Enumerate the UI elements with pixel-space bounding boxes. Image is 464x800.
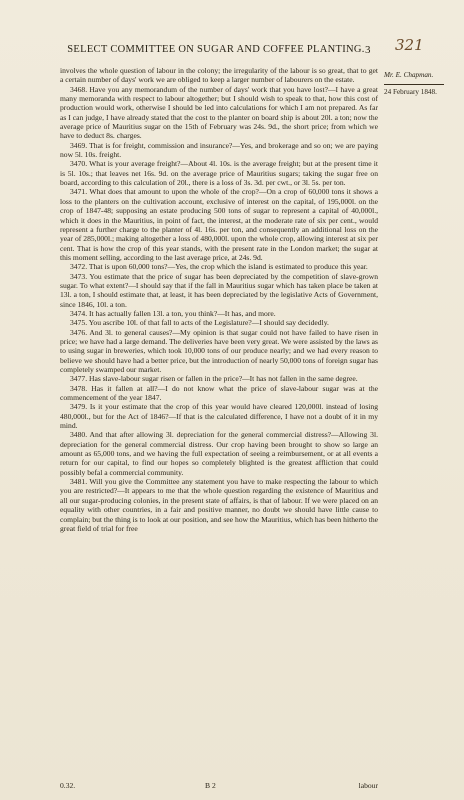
handwritten-folio-number: 321	[395, 36, 424, 54]
testimony-paragraph: 3471. What does that amount to upon the whole of the crop?—On a crop of 60,000 tons it shows a loss to the planters on the cultivation account, exclusive of interest on the capital, of 195,000l. on the crop of 1847-48; supposing an estate producing 500 tons of sugar to represent a capital of 40,000l., which it does in the Mauritius, in point of fact, the interest, at the moderate rate of six per cent., would represent a further charge to the planter of 4l. 16s. per ton, and consequently an additional loss on the year of 285,000l.; making altogether a loss of 480,000l. upon the whole crop, allowing interest at six per cent. That is how the crop of this year stands, with the present rate in the London market; the sugar at this moment selling, according to the last average price, at 24s. 9d.	[60, 187, 378, 262]
margin-divider	[384, 84, 444, 85]
testimony-paragraph: 3473. You estimate that the price of sugar has been depreciated by the competition of slave-grown sugar. To what extent?—I should say that if the fall in Mauritius sugar which has taken place be taken at 13l. a ton, I should estimate that, at least, it has been depreciated by the legislative Acts of Government, since 1846, 10l. a ton.	[60, 271, 378, 309]
testimony-paragraph: 3480. And that after allowing 3l. depreciation for the general commercial distress?—Allowing 3l. depreciation for the general commercial distress. Our crop having been brought to show so large an amount as 65,000 tons, and we having the full expectation of seeing a reimbursement, or at all events a return for our capital, to find our hopes so completely blighted is the greatest affliction that could possibly befal a commercial community.	[60, 430, 378, 477]
sheet-mark: B 2	[205, 781, 216, 790]
testimony-paragraph: 3481. Will you give the Committee any statement you have to make respecting the labour to which you are restricted?—It appears to me that the whole question regarding the existence of Mauritius and all our sugar-producing colonies, in the present state of affairs, is that of labour. If we were placed on an equality with other countries, in a fair and positive manner, no doubt we should have little cause to complain; but the thing is to look at our position, and see how the Mauritius, which has been hitherto the great field of trial for free	[60, 477, 378, 533]
witness-name: Mr. E. Chapman.	[384, 71, 434, 79]
testimony-paragraph: 3470. What is your average freight?—About 4l. 10s. is the average freight; but at the present time it is 5l. 10s.; that leaves net 16s. 9d. on the average price of Mauritius sugars; taking the sugar free on board, according to this calculation of 20l., there is a loss of 3s. 3d. per cwt., or 3l. 5s. per ton.	[60, 159, 378, 188]
testimony-paragraph: 3472. That is upon 60,000 tons?—Yes, the crop which the island is estimated to produce this year.	[70, 262, 368, 272]
page-header-title: SELECT COMMITTEE ON SUGAR AND COFFEE PLANTING.	[67, 44, 365, 55]
testimony-body	[60, 66, 378, 533]
testimony-paragraph: 3479. Is it your estimate that the crop of this year would have cleared 120,000l. instead of losing 480,000l., but for the Act of 1846?—If that is the calculated difference, I have not a doubt of it in my mind.	[60, 402, 378, 431]
page-number: 3	[365, 44, 371, 56]
testimony-paragraph: 3476. And 3l. to general causes?—My opinion is that sugar could not have failed to have risen in price; we have had a large demand. The deliveries have been very great. We were assisted by the laws as to using sugar in breweries, which took 10,000 tons of our produce nearly; and we had every reason to believe we should have had a better price, but the introduction of nearly 50,000 tons of foreign sugar has completely swamped our market.	[60, 327, 378, 374]
printer-signature: 0.32.	[60, 781, 76, 790]
testimony-date: 24 February 1848.	[384, 88, 437, 96]
testimony-paragraph: involves the whole question of labour in the colony; the irregularity of the labour is so great, that to get a certain number of days' work we are obliged to keep a larger number of labourers on the estate.	[60, 66, 378, 85]
margin-note	[384, 70, 460, 97]
testimony-paragraph: 3478. Has it fallen at all?—I do not know what the price of slave-labour sugar was at the commencement of the year 1847.	[60, 383, 378, 403]
testimony-paragraph: 3475. You ascribe 10l. of that fall to acts of the Legislature?—I should say decidedly.	[70, 318, 329, 328]
testimony-paragraph: 3468. Have you any memorandum of the number of days' work that you have lost?—I have a great many memoranda with respect to labour altogether; but I should wish to speak to that, how this cost of production would work, otherwise I should be led into calculations for which I am not prepared. As far as I can judge, I have already stated that the cost to the planter on board ship is about 20l. a ton; now the average price of Mauritius sugar on the 15th of February was 24s. 9d., the short price; from which we have to deduct 8s. charges.	[60, 84, 378, 141]
testimony-paragraph: 3474. It has actually fallen 13l. a ton, you think?—It has, and more.	[70, 308, 276, 318]
testimony-paragraph: 3469. That is for freight, commission and insurance?—Yes, and brokerage and so on; we are paying now 5l. 10s. freight.	[60, 140, 378, 160]
testimony-paragraph: 3477. Has slave-labour sugar risen or fallen in the price?—It has not fallen in the same degree.	[70, 374, 358, 384]
catchword: labour	[358, 781, 378, 790]
